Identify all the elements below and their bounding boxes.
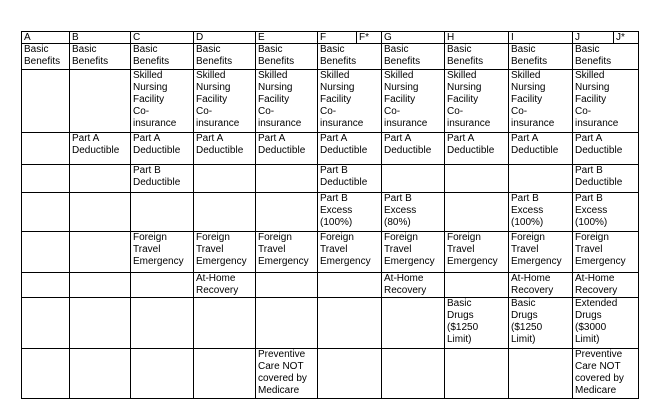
medigap-plans-table	[21, 31, 639, 399]
benefit-cell	[22, 192, 70, 232]
benefit-row	[22, 44, 639, 69]
benefit-cell	[131, 272, 194, 297]
benefit-cell: Basic Benefits	[318, 44, 382, 69]
benefit-row	[22, 69, 639, 132]
benefit-row	[22, 272, 639, 297]
benefit-cell: Part A Deductible	[70, 132, 131, 165]
benefit-cell	[382, 349, 445, 399]
benefit-cell	[318, 298, 382, 349]
benefit-row	[22, 298, 639, 349]
plan-variant-letter: F*	[356, 32, 381, 43]
benefit-cell: Skilled Nursing Facility Co- insurance	[194, 69, 256, 132]
benefit-cell: Basic Benefits	[256, 44, 318, 69]
benefit-cell: Skilled Nursing Facility Co- insurance	[318, 69, 382, 132]
benefit-cell: Part A Deductible	[194, 132, 256, 165]
column-header-c: C	[131, 32, 194, 44]
column-header-d: D	[194, 32, 256, 44]
benefit-cell: Part B Excess (100%)	[318, 192, 382, 232]
header-row	[22, 32, 639, 44]
plan-variant-letter: J*	[613, 32, 638, 43]
plan-letter: F	[320, 32, 327, 43]
benefit-row	[22, 232, 639, 273]
benefit-cell: Foreign Travel Emergency	[256, 232, 318, 273]
benefit-cell: Foreign Travel Emergency	[445, 232, 509, 273]
benefit-cell: Basic Benefits	[445, 44, 509, 69]
benefit-cell: Basic Benefits	[509, 44, 573, 69]
benefit-cell	[382, 165, 445, 192]
benefit-cell: Part B Deductible	[318, 165, 382, 192]
column-header-split	[573, 32, 638, 43]
benefit-cell: Part A Deductible	[509, 132, 573, 165]
benefit-cell: Part A Deductible	[573, 132, 639, 165]
benefit-cell: At-Home Recovery	[509, 272, 573, 297]
column-header-e: E	[256, 32, 318, 44]
benefit-cell: Part A Deductible	[131, 132, 194, 165]
benefit-row	[22, 192, 639, 232]
plan-letter: J	[575, 32, 580, 43]
benefit-cell	[70, 232, 131, 273]
column-header-f	[318, 32, 382, 44]
benefit-cell	[131, 349, 194, 399]
benefit-cell	[256, 298, 318, 349]
benefit-cell: Extended Drugs ($3000 Limit)	[573, 298, 639, 349]
benefit-cell: Part B Excess (100%)	[573, 192, 639, 232]
benefit-cell: At-Home Recovery	[382, 272, 445, 297]
benefit-row	[22, 165, 639, 192]
benefit-cell: Basic Benefits	[382, 44, 445, 69]
benefit-cell: Part B Deductible	[573, 165, 639, 192]
benefit-cell: At-Home Recovery	[573, 272, 639, 297]
benefit-cell: Foreign Travel Emergency	[194, 232, 256, 273]
benefit-cell: Part B Excess (80%)	[382, 192, 445, 232]
benefit-cell	[70, 298, 131, 349]
benefit-cell: Part A Deductible	[445, 132, 509, 165]
benefit-cell: Skilled Nursing Facility Co- insurance	[445, 69, 509, 132]
benefit-cell	[22, 132, 70, 165]
benefit-cell: Basic Benefits	[573, 44, 639, 69]
benefit-cell: At-Home Recovery	[194, 272, 256, 297]
benefit-cell	[318, 272, 382, 297]
benefit-cell: Basic Drugs ($1250 Limit)	[445, 298, 509, 349]
benefit-cell	[445, 272, 509, 297]
benefit-cell	[22, 232, 70, 273]
benefit-cell	[131, 298, 194, 349]
benefit-cell	[194, 192, 256, 232]
benefit-cell: Part B Deductible	[131, 165, 194, 192]
benefit-cell	[445, 349, 509, 399]
benefit-cell: Part A Deductible	[256, 132, 318, 165]
benefit-cell: Skilled Nursing Facility Co- insurance	[509, 69, 573, 132]
benefit-cell	[509, 165, 573, 192]
benefit-cell: Basic Benefits	[194, 44, 256, 69]
benefit-cell: Skilled Nursing Facility Co- insurance	[382, 69, 445, 132]
benefit-cell: Foreign Travel Emergency	[509, 232, 573, 273]
benefit-cell: Basic Benefits	[22, 44, 70, 69]
benefit-cell	[70, 192, 131, 232]
benefit-cell: Foreign Travel Emergency	[382, 232, 445, 273]
benefit-cell	[256, 165, 318, 192]
benefit-cell	[194, 298, 256, 349]
benefit-cell: Foreign Travel Emergency	[318, 232, 382, 273]
benefit-cell	[445, 192, 509, 232]
benefit-cell: Part A Deductible	[382, 132, 445, 165]
benefit-cell	[70, 69, 131, 132]
benefit-cell	[70, 349, 131, 399]
benefit-cell	[22, 69, 70, 132]
benefit-cell: Preventive Care NOT covered by Medicare	[573, 349, 639, 399]
benefit-cell: Skilled Nursing Facility Co- insurance	[131, 69, 194, 132]
benefit-cell	[22, 349, 70, 399]
benefit-cell	[22, 272, 70, 297]
benefit-cell: Basic Benefits	[70, 44, 131, 69]
benefit-cell	[70, 272, 131, 297]
benefit-cell: Basic Drugs ($1250 Limit)	[509, 298, 573, 349]
benefit-cell	[131, 192, 194, 232]
benefit-cell: Part B Excess (100%)	[509, 192, 573, 232]
benefit-cell	[318, 349, 382, 399]
benefit-cell	[445, 165, 509, 192]
column-header-split	[318, 32, 381, 43]
benefit-row	[22, 132, 639, 165]
benefit-cell: Basic Benefits	[131, 44, 194, 69]
benefit-cell: Skilled Nursing Facility Co- insurance	[256, 69, 318, 132]
benefit-cell	[194, 165, 256, 192]
benefit-cell: Foreign Travel Emergency	[131, 232, 194, 273]
column-header-g: G	[382, 32, 445, 44]
benefit-cell: Foreign Travel Emergency	[573, 232, 639, 273]
column-header-a: A	[22, 32, 70, 44]
benefit-cell: Preventive Care NOT covered by Medicare	[256, 349, 318, 399]
benefit-cell	[194, 349, 256, 399]
column-header-b: B	[70, 32, 131, 44]
table-body	[22, 32, 639, 399]
benefit-cell	[382, 298, 445, 349]
benefit-cell	[22, 298, 70, 349]
benefit-cell	[509, 349, 573, 399]
column-header-h: H	[445, 32, 509, 44]
benefit-cell	[22, 165, 70, 192]
benefit-cell	[256, 192, 318, 232]
column-header-j	[573, 32, 639, 44]
benefit-cell	[256, 272, 318, 297]
benefit-row	[22, 349, 639, 399]
benefit-cell: Part A Deductible	[318, 132, 382, 165]
benefit-cell: Skilled Nursing Facility Co- insurance	[573, 69, 639, 132]
benefit-cell	[70, 165, 131, 192]
column-header-i: I	[509, 32, 573, 44]
